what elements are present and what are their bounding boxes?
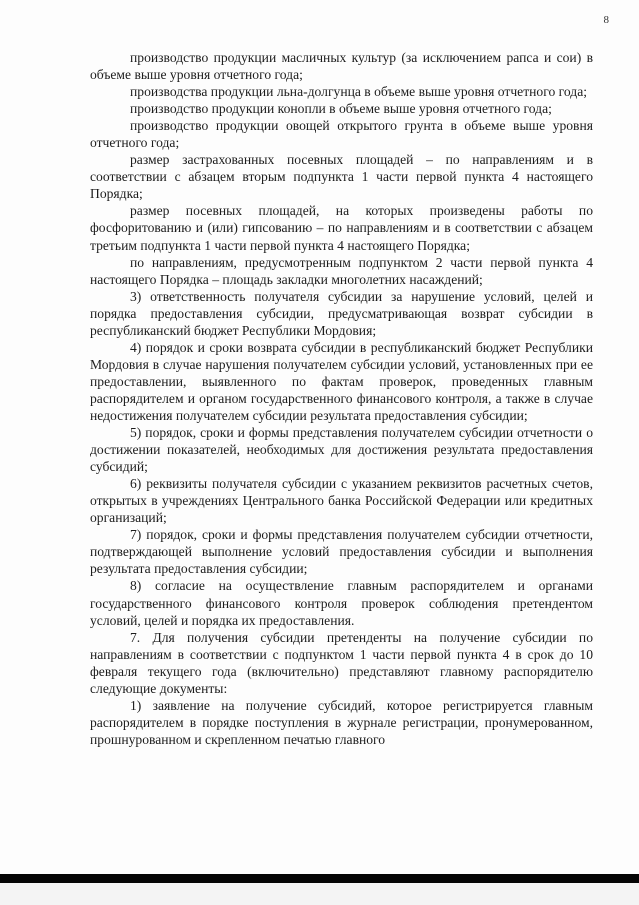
paragraph-hemp-production: производство продукции конопли в объеме выше уровня отчетного года;	[130, 101, 552, 117]
document-text	[90, 49, 593, 748]
paragraph-item-8-audit-consent: 8) согласие на осуществление главным распорядителем и органами государственного финансового контроля проверок соблюдения претендентом условий, целей и порядка их предоставления.	[90, 578, 593, 628]
paragraph-item-3-responsibility: 3) ответственность получателя субсидии за нарушение условий, целей и порядка предоставления субсидии, предусматривающая возврат субсидии в республиканский бюджет Республики Мордовия;	[90, 288, 593, 338]
paragraph-item-5-reporting: 5) порядок, сроки и формы представления получателем субсидии отчетности о достижении показателей, необходимых для достижения результата предоставления субсидий;	[90, 425, 593, 475]
paragraph-item-4-refund-procedure: 4) порядок и сроки возврата субсидии в республиканский бюджет Республики Мордовия в случае нарушения получателем субсидии условий, установленных при ее предоставлении, выявленного по фактам проверок, проведенных главным распорядителем и органом государственного финансового контроля, а также в случае недостижения получателем субсидии результата предоставления субсидии;	[90, 339, 593, 423]
paragraph-doc-1-application: 1) заявление на получение субсидий, которое регистрируется главным распорядителем в порядке поступления в журнале регистрации, пронумерованном, прошнурованном и скрепленном печатью главного	[90, 697, 593, 747]
paragraph-section-7-documents: 7. Для получения субсидии претенденты на получение субсидии по направлениям в соответствии с подпунктом 1 части первой пункта 4 в срок до 10 февраля текущего года (включительно) представляют главному распорядителю следующие документы:	[90, 629, 593, 696]
paragraph-oilseed-production: производство продукции масличных культур (за исключением рапса и сои) в объеме выше уровня отчетного года;	[90, 50, 593, 83]
paragraph-vegetable-production: производство продукции овощей открытого грунта в объеме выше уровня отчетного года;	[90, 118, 593, 151]
paragraph-phosphoritization-area: размер посевных площадей, на которых произведены работы по фосфоритованию и (или) гипсованию – по направлениям и в соответствии с абзацем третьим подпункта 1 части первой пункта 4 настоящего Порядка;	[90, 203, 593, 253]
paragraph-perennial-plantings: по направлениям, предусмотренным подпунктом 2 части первой пункта 4 настоящего Порядка – площадь закладки многолетних насаждений;	[90, 254, 593, 287]
paragraph-item-6-bank-details: 6) реквизиты получателя субсидии с указанием реквизитов расчетных счетов, открытых в учреждениях Центрального банка Российской Федерации или кредитных организаций;	[90, 476, 593, 526]
scan-bottom-margin	[0, 883, 639, 905]
paragraph-insured-area: размер застрахованных посевных площадей – по направлениям и в соответствии с абзацем вторым подпункта 1 части первой пункта 4 настоящего Порядка;	[90, 152, 593, 202]
scan-border-bar	[0, 874, 639, 883]
paragraph-flax-production: производства продукции льна-долгунца в объеме выше уровня отчетного года;	[130, 84, 588, 100]
paragraph-item-7-compliance-reporting: 7) порядок, сроки и формы представления получателем субсидии отчетности, подтверждающей выполнение условий предоставления субсидии и выполнения результата предоставления субсидии;	[90, 527, 593, 577]
page-number: 8	[603, 14, 609, 26]
